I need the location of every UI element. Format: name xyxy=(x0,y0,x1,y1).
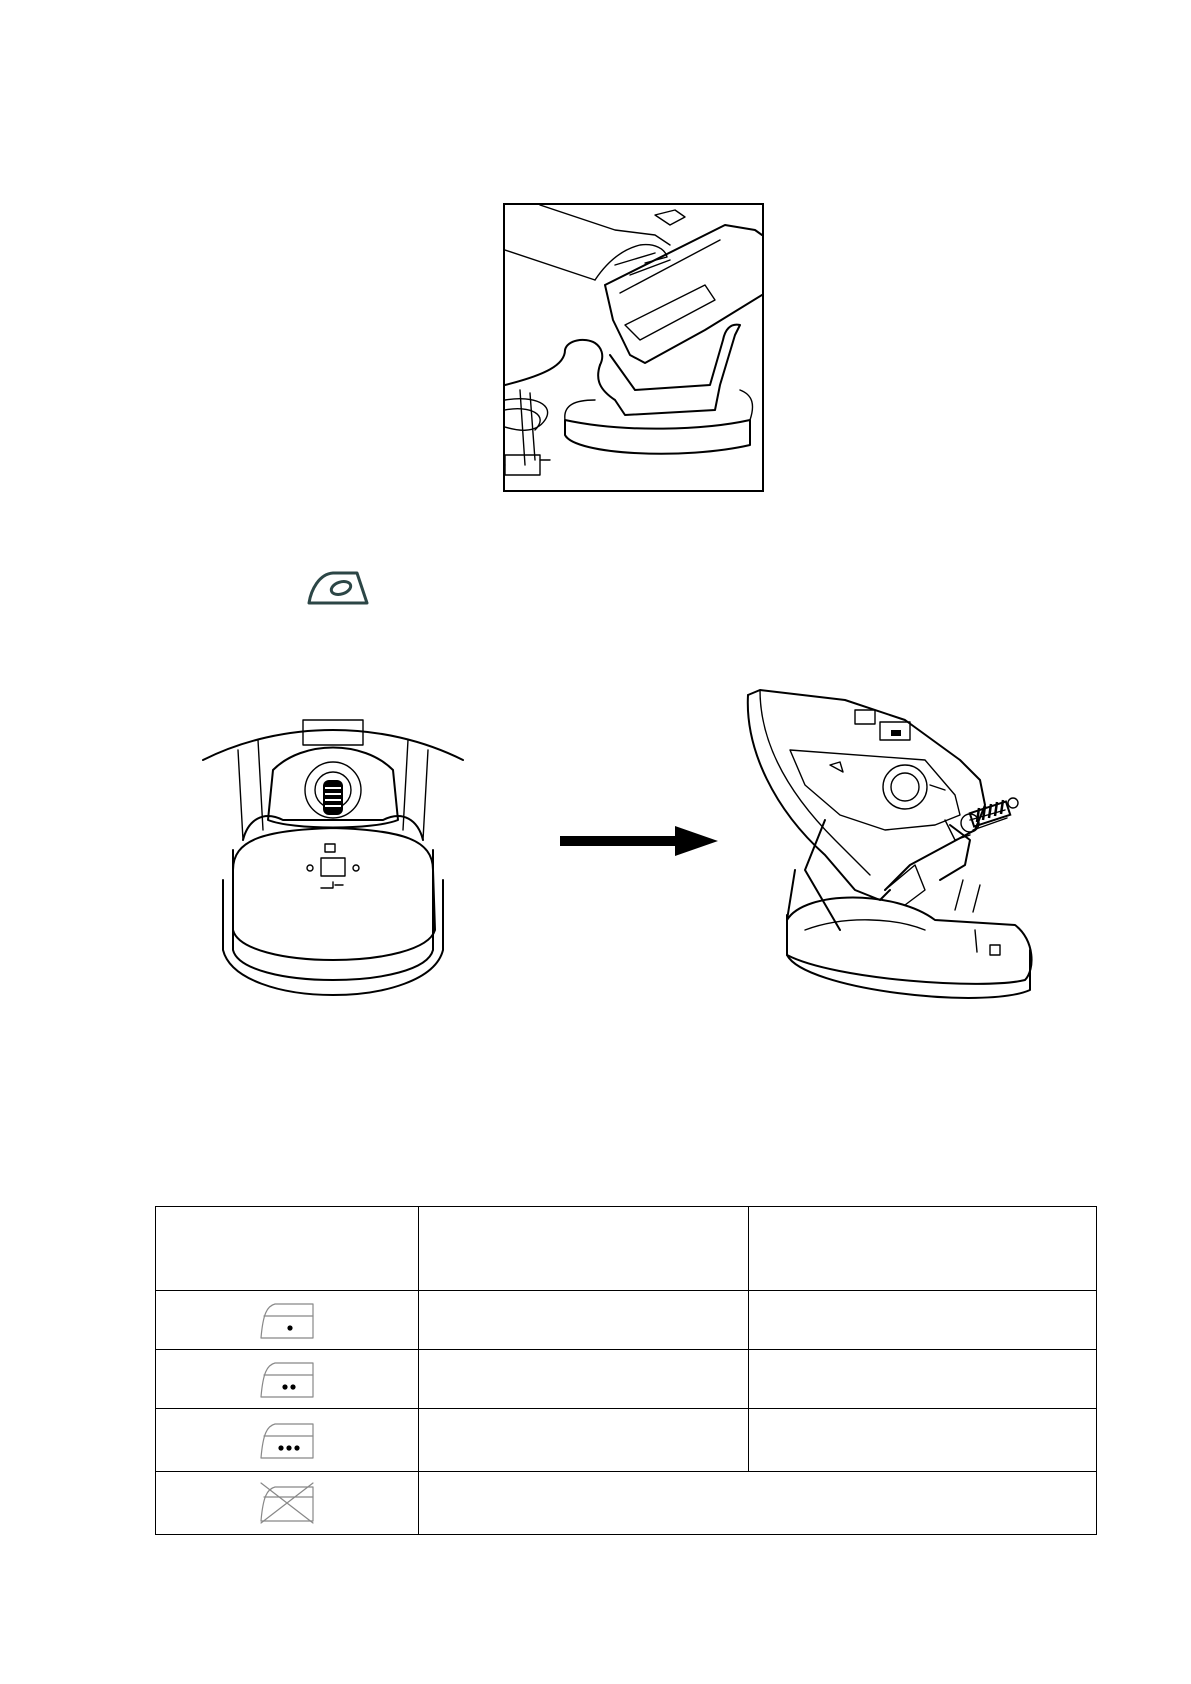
direction-arrow xyxy=(560,826,720,856)
header-cell-setting xyxy=(749,1207,1097,1291)
iron-on-stand-figure xyxy=(745,690,1045,1010)
iron-outline-symbol xyxy=(305,568,371,606)
iron-three-dots-icon xyxy=(259,1420,315,1460)
ironing-temperature-table xyxy=(155,1206,1097,1535)
base-top-view-figure xyxy=(203,710,465,1000)
table-header-row xyxy=(156,1207,1097,1291)
fabric-cell xyxy=(419,1291,749,1350)
iron-one-dot-icon xyxy=(259,1300,315,1340)
table-row xyxy=(156,1350,1097,1409)
header-cell-fabric xyxy=(419,1207,749,1291)
table-row xyxy=(156,1409,1097,1472)
setting-cell xyxy=(749,1291,1097,1350)
base-cord-storage-top-view-illustration xyxy=(203,710,465,1000)
table-row xyxy=(156,1291,1097,1350)
note-cell xyxy=(419,1472,1097,1535)
symbol-cell xyxy=(156,1472,419,1535)
setting-cell xyxy=(749,1350,1097,1409)
right-arrow-icon xyxy=(560,826,720,856)
care-symbol xyxy=(305,568,371,606)
setting-cell xyxy=(749,1409,1097,1472)
fabric-cell xyxy=(419,1409,749,1472)
iron-on-base-figure xyxy=(503,203,764,492)
symbol-cell xyxy=(156,1350,419,1409)
iron-standing-on-base-illustration xyxy=(745,690,1045,1010)
do-not-iron-icon xyxy=(259,1481,315,1525)
iron-two-dots-icon xyxy=(259,1359,315,1399)
hand-placing-iron-on-base-illustration xyxy=(505,205,762,490)
symbol-cell xyxy=(156,1291,419,1350)
header-cell-symbol xyxy=(156,1207,419,1291)
symbol-cell xyxy=(156,1409,419,1472)
fabric-cell xyxy=(419,1350,749,1409)
table-row xyxy=(156,1472,1097,1535)
